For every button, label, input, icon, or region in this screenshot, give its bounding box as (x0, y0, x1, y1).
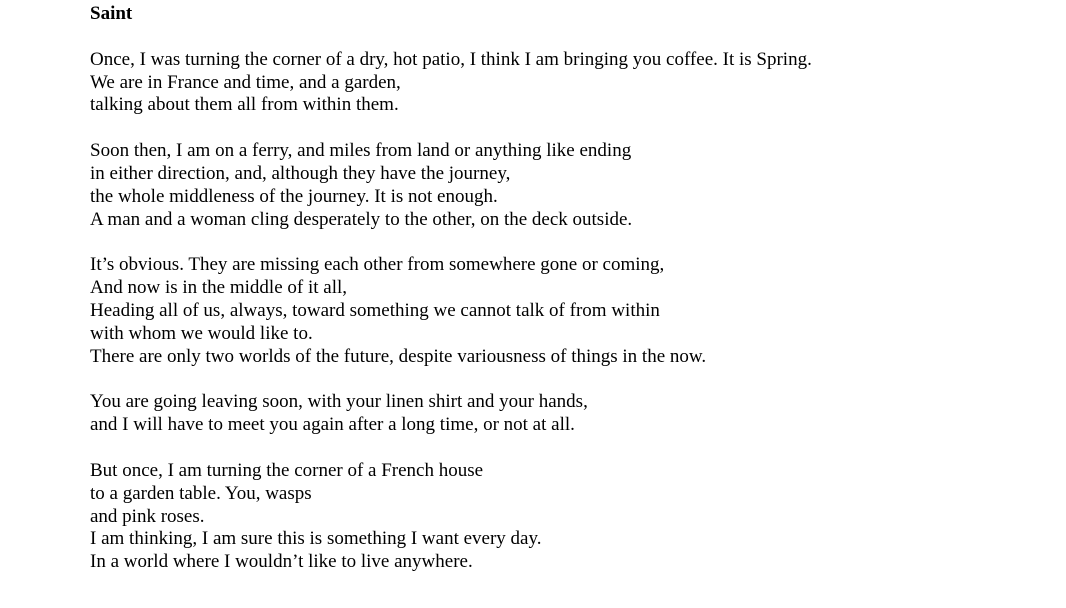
poem-line: Soon then, I am on a ferry, and miles from land or anything like ending (90, 140, 632, 162)
poem-line: And now is in the middle of it all, (90, 277, 348, 299)
stanza-2 (90, 140, 1050, 231)
stanza-1 (90, 49, 1050, 117)
poem-line: It’s obvious. They are missing each other from somewhere gone or coming, (90, 254, 665, 276)
poem-line: There are only two worlds of the future, despite variousness of things in the now. (90, 345, 707, 367)
poem-line: talking about them all from within them. (90, 94, 399, 116)
poem-line: But once, I am turning the corner of a French house (90, 459, 484, 481)
poem-line: In a world where I wouldn’t like to live anywhere. (90, 551, 473, 573)
poem-line: the whole middleness of the journey. It is not enough. (90, 185, 498, 207)
poem-line: and pink roses. (90, 505, 205, 527)
poem-line: with whom we would like to. (90, 322, 313, 344)
poem-line: in either direction, and, although they have the journey, (90, 162, 511, 184)
stanza-4 (90, 391, 1050, 437)
document-page (90, 3, 1050, 597)
poem-line: Once, I was turning the corner of a dry, hot patio, I think I am bringing you coffee. It is Spring. (90, 48, 812, 70)
stanza-5 (90, 460, 1050, 574)
poem-line: I am thinking, I am sure this is something I want every day. (90, 528, 542, 550)
poem-line: We are in France and time, and a garden, (90, 71, 401, 93)
stanza-3 (90, 254, 1050, 368)
poem-line: A man and a woman cling desperately to the other, on the deck outside. (90, 208, 633, 230)
poem-line: and I will have to meet you again after a long time, or not at all. (90, 414, 575, 436)
poem-line: You are going leaving soon, with your linen shirt and your hands, (90, 391, 588, 413)
poem-line: Heading all of us, always, toward something we cannot talk of from within (90, 299, 660, 321)
poem-line: to a garden table. You, wasps (90, 482, 312, 504)
poem-title: Saint (90, 3, 133, 24)
